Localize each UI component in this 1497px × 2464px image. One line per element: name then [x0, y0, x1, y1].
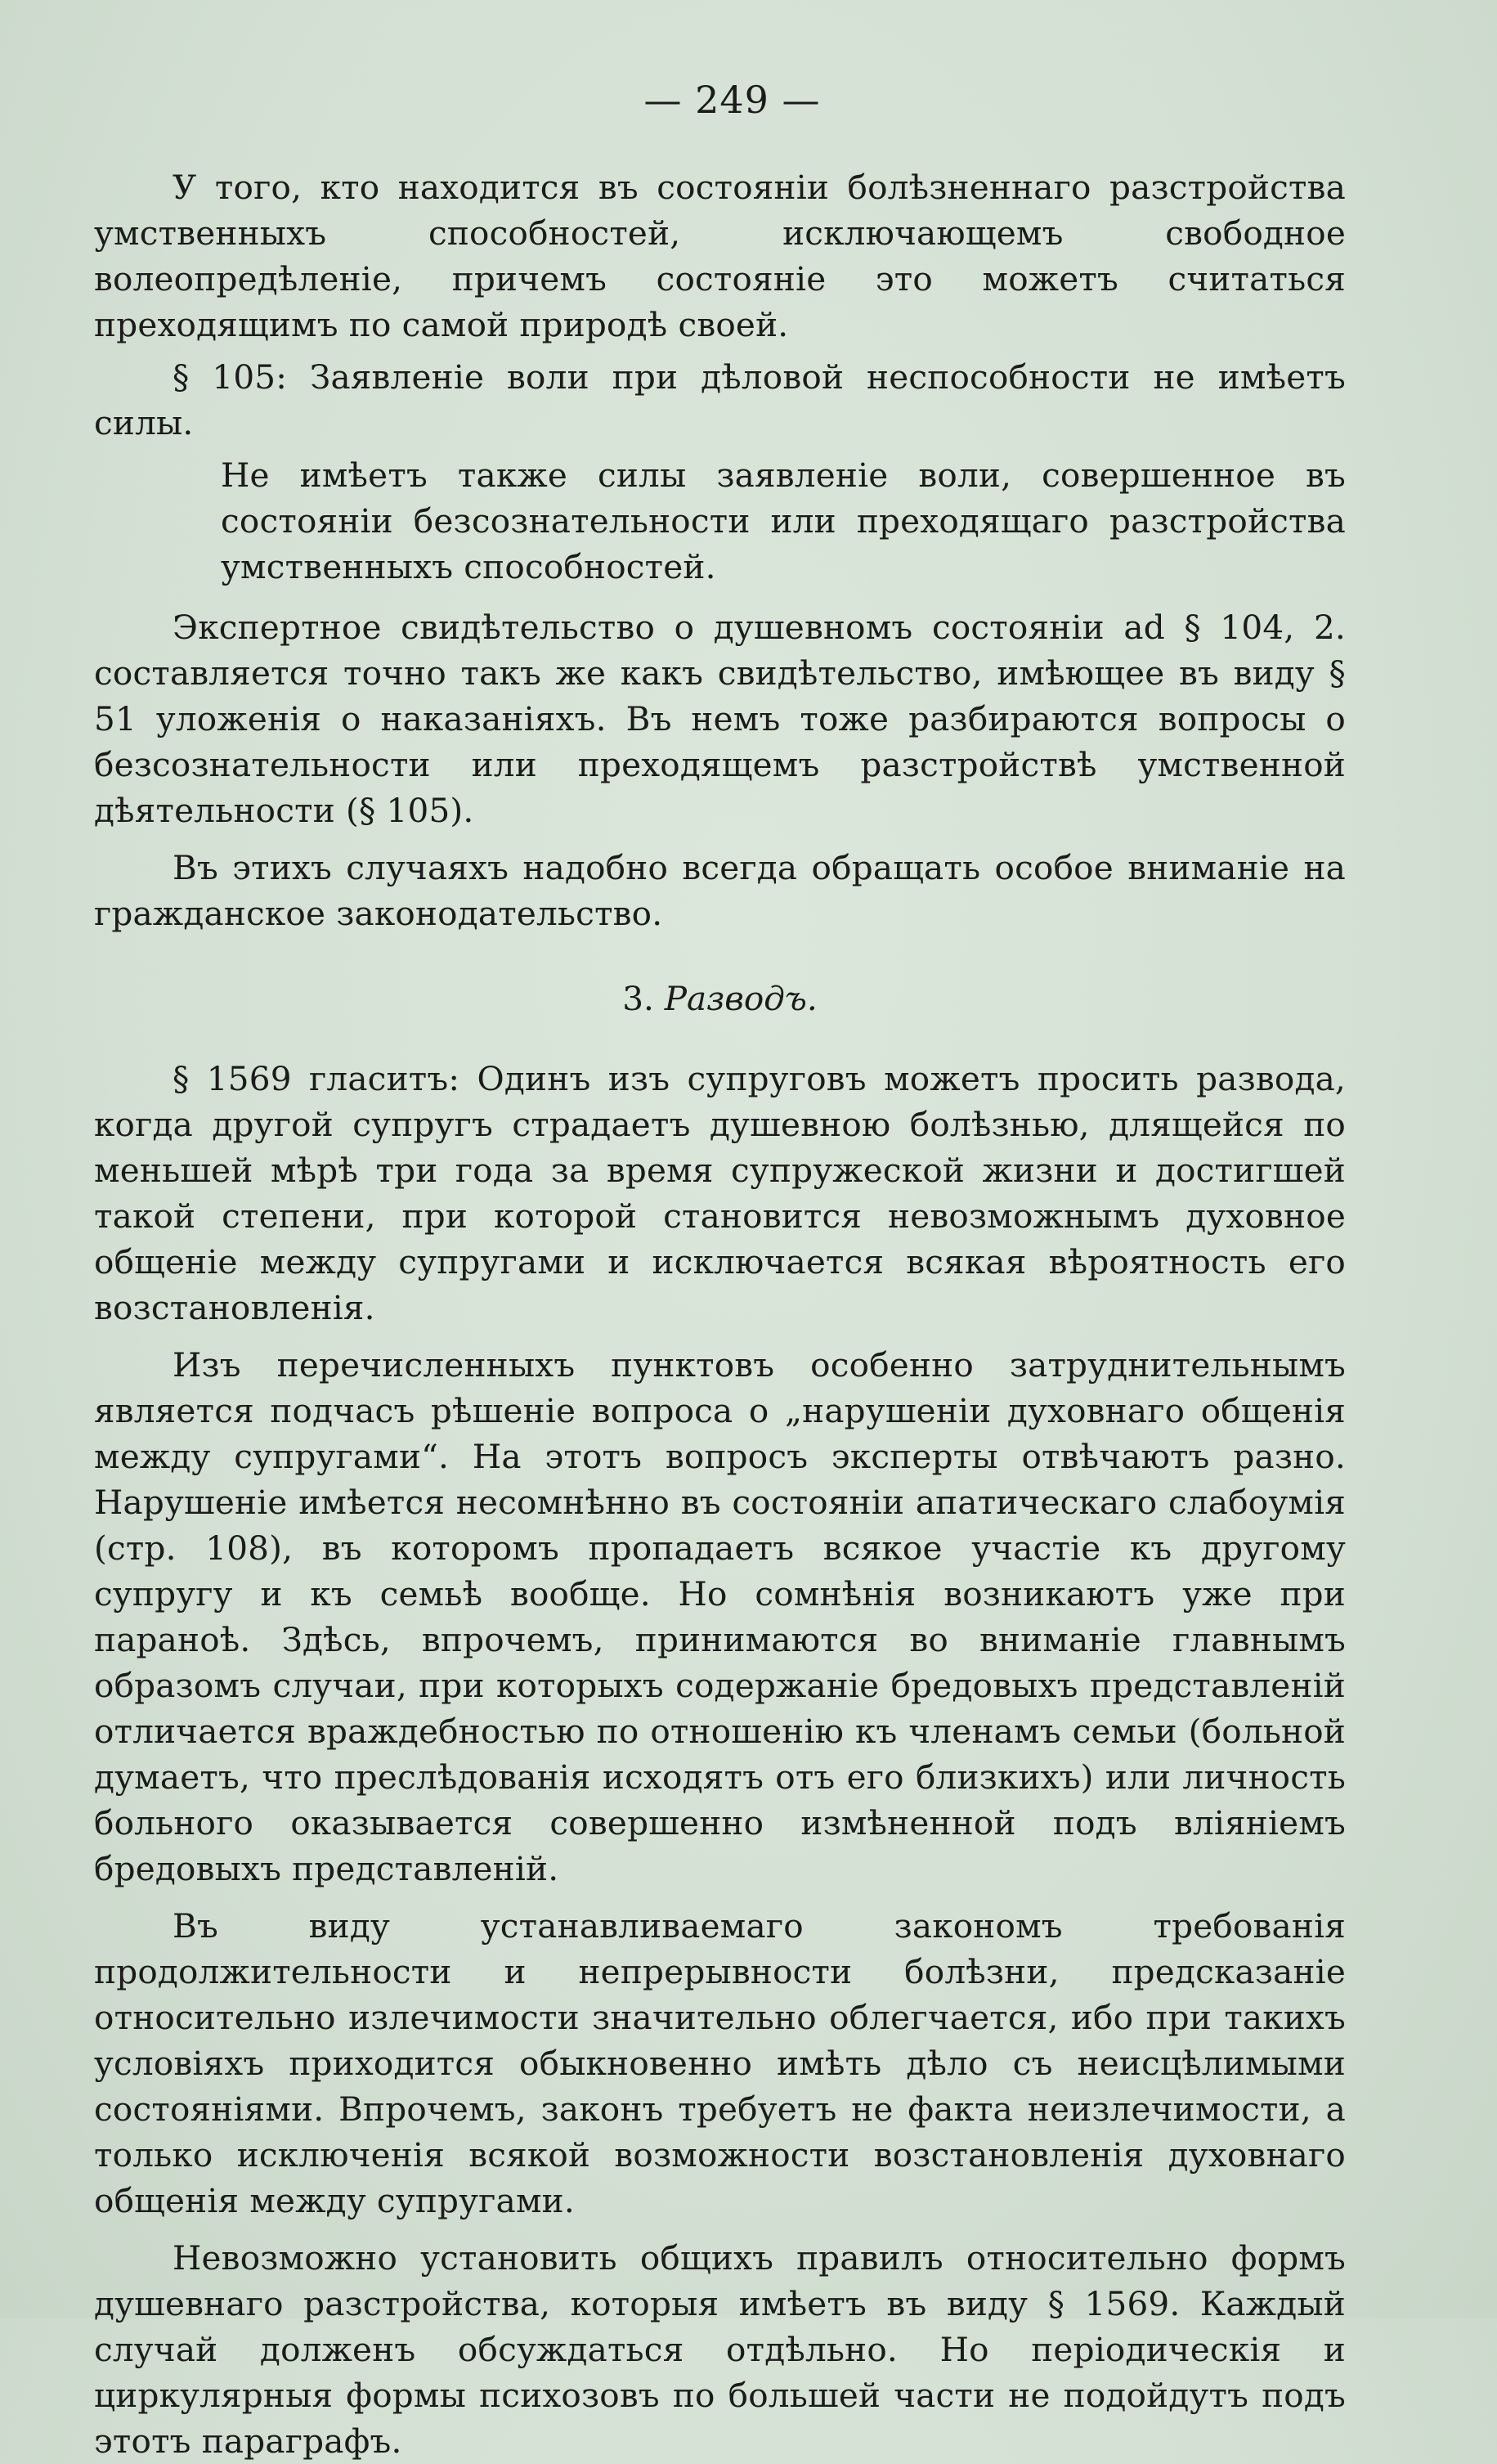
paragraph-prognosis: Въ виду устанавливаемаго закономъ требованiя продолжительности и непрерывности болѣзни, предсказанiе относительно излечимости значительно облегчается, ибо при такихъ условiяхъ приходится обыкновенно имѣть дѣло съ неисцѣлимыми состоянiями. Впрочемъ, законъ требуетъ не факта неизлечимости, а только исключенiя всякой возможности возстановленiя духовнаго общенiя между супругами. [94, 1906, 1346, 2220]
page-number: — 249 — [643, 78, 821, 122]
quoted-block-105: Не имѣетъ также силы заявленiе воли, совершенное въ состоянiи безсознательности или преходящаго разстройства умственныхъ способностей. [221, 456, 1346, 586]
paragraph-incapacity-definition: У того, кто находится въ состоянiи болѣзненнаго разстройства умственныхъ способностей, исключающемъ свободное волеопредѣленiе, причемъ состоянiе это можетъ считаться преходящимъ по самой природѣ своей. [94, 168, 1346, 344]
paragraph-forms-of-disorder: Невозможно установить общихъ правилъ относительно формъ душевнаго разстройства, которыя имѣетъ въ виду § 1569. Каждый случай долженъ обсуждаться отдѣльно. Но перiодическiя и циркулярныя формы психозовъ по большей части не подойдутъ подъ этотъ параграфъ. [94, 2238, 1346, 2461]
section-title: Разводъ. [664, 979, 818, 1018]
section-number: 3. [622, 979, 654, 1018]
paragraph-spiritual-communion: Изъ перечисленныхъ пунктовъ особенно затруднительнымъ является подчасъ рѣшенiе вопроса о „нарушенiи духовнаго общенiя между супругами“. На этотъ вопросъ эксперты отвѣчаютъ разно. Нарушенiе имѣется несомнѣнно въ состоянiи апатическаго слабоумiя (стр. 108), въ которомъ пропадаетъ всякое участiе къ другому супругу и къ семьѣ вообще. Но сомнѣнiя возникаютъ уже при паранoѣ. Здѣсь, впрочемъ, принимаются во вниманiе главнымъ образомъ случаи, при которыхъ содержанiе бредовыхъ представленiй отличается враждебностью по отношенiю къ членамъ семьи (больной думаетъ, что преслѣдованiя исходятъ отъ его близкихъ) или личность больного оказывается совершенно измѣненной подъ влiянiемъ бредовыхъ представленiй. [94, 1345, 1346, 1888]
section-heading-divorce [94, 976, 1346, 1021]
paragraph-expert-certificate: Экспертное свидѣтельство о душевномъ состоянiи ad § 104, 2. составляется точно такъ же какъ свидѣтельство, имѣющее въ виду § 51 уложенiя о наказанiяхъ. Въ немъ тоже разбираются вопросы о безсознательности или преходящемъ разстройствѣ умственной дѣятельности (§ 105). [94, 608, 1346, 830]
paragraph-section-105: § 105: Заявленiе воли при дѣловой неспособности не имѣетъ силы. [94, 357, 1346, 442]
paragraph-civil-law: Въ этихъ случаяхъ надобно всегда обращать особое вниманiе на гражданское законодательство. [94, 848, 1346, 933]
paragraph-section-1569: § 1569 гласитъ: Одинъ изъ супруговъ можетъ просить развода, когда другой супругъ страдаетъ душевною болѣзнью, длящейся по меньшей мѣрѣ три года за время супружеской жизни и достигшей такой степени, при которой становится невозможнымъ духовное общенiе между супругами и исключается всякая вѣроятность его возстановленiя. [94, 1059, 1346, 1327]
